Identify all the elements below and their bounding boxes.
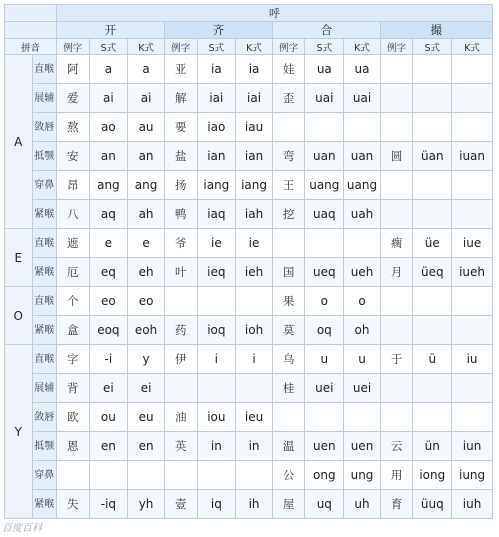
example-char: 亚 (164, 55, 197, 84)
example-char: 莫 (272, 316, 305, 345)
row-label: 穿鼻 (32, 461, 56, 490)
example-char: 爷 (164, 229, 197, 258)
row-label: 展辅 (32, 84, 56, 113)
spelling-cell (413, 55, 452, 84)
spelling-cell: ie (236, 229, 273, 258)
spelling-cell: ueh (344, 258, 381, 287)
sub-header: S式 (413, 39, 452, 55)
sub-header: K式 (128, 39, 165, 55)
spelling-cell: ih (236, 490, 273, 519)
spelling-cell: ieh (236, 258, 273, 287)
spelling-cell: ah (128, 200, 165, 229)
example-char (164, 287, 197, 316)
spelling-cell (452, 316, 493, 345)
spelling-cell: ian (197, 142, 236, 171)
example-char (380, 374, 413, 403)
spelling-cell: ei (89, 374, 128, 403)
spelling-cell: u (305, 345, 344, 374)
example-char (380, 171, 413, 200)
pinyin-table (4, 4, 493, 519)
spelling-cell (89, 461, 128, 490)
spelling-cell: an (89, 142, 128, 171)
spelling-cell: uah (344, 200, 381, 229)
spelling-cell: en (128, 432, 165, 461)
spelling-cell: uaq (305, 200, 344, 229)
spelling-cell: ou (89, 403, 128, 432)
spelling-cell: eo (128, 287, 165, 316)
example-char (272, 403, 305, 432)
spelling-cell: en (89, 432, 128, 461)
sub-header: 例字 (380, 39, 413, 55)
spelling-cell (413, 403, 452, 432)
table-row (5, 374, 493, 403)
example-char: 圆 (380, 142, 413, 171)
example-char: 英 (164, 432, 197, 461)
spelling-cell: in (197, 432, 236, 461)
spelling-cell (452, 113, 493, 142)
header-title: 呼 (56, 5, 492, 22)
spelling-cell: uang (305, 171, 344, 200)
spelling-cell: ioq (197, 316, 236, 345)
spelling-cell: iaq (197, 200, 236, 229)
sub-header: S式 (305, 39, 344, 55)
spelling-cell: iong (413, 461, 452, 490)
example-char: 屋 (272, 490, 305, 519)
spelling-cell: ang (89, 171, 128, 200)
spelling-cell: oh (344, 316, 381, 345)
example-char: 育 (380, 490, 413, 519)
spelling-cell: uan (344, 142, 381, 171)
sub-header: K式 (452, 39, 493, 55)
table-row (5, 403, 493, 432)
spelling-cell: a (128, 55, 165, 84)
vowel-group: O (5, 287, 33, 345)
spelling-cell: a (89, 55, 128, 84)
spelling-cell: üe (413, 229, 452, 258)
spelling-cell (344, 403, 381, 432)
row-label: 紧喉 (32, 316, 56, 345)
sub-header: 例字 (164, 39, 197, 55)
spelling-cell (236, 287, 273, 316)
spelling-cell: iah (236, 200, 273, 229)
example-char: 要 (164, 113, 197, 142)
spelling-cell: üeq (413, 258, 452, 287)
spelling-cell (344, 229, 381, 258)
example-char (380, 403, 413, 432)
example-char (380, 55, 413, 84)
example-char: 伊 (164, 345, 197, 374)
example-char: 解 (164, 84, 197, 113)
spelling-cell: üan (413, 142, 452, 171)
spelling-cell: ün (413, 432, 452, 461)
example-char (164, 461, 197, 490)
example-char: 背 (56, 374, 89, 403)
example-char: 盒 (56, 316, 89, 345)
spelling-cell (128, 461, 165, 490)
example-char: 盐 (164, 142, 197, 171)
example-char: 挖 (272, 200, 305, 229)
spelling-cell: ieq (197, 258, 236, 287)
spelling-cell: u (344, 345, 381, 374)
spelling-cell: eu (128, 403, 165, 432)
spelling-cell: au (128, 113, 165, 142)
spelling-cell: ong (305, 461, 344, 490)
spelling-cell: iuh (452, 490, 493, 519)
group-header: 撮 (380, 22, 492, 39)
spelling-cell: ua (305, 55, 344, 84)
spelling-cell: ung (344, 461, 381, 490)
example-char: 字 (56, 345, 89, 374)
spelling-cell: ai (128, 84, 165, 113)
spelling-cell (197, 374, 236, 403)
row-label: 直喉 (32, 55, 56, 84)
spelling-cell: eoq (89, 316, 128, 345)
example-char: 温 (272, 432, 305, 461)
example-char: 云 (380, 432, 413, 461)
spelling-cell: eo (89, 287, 128, 316)
spelling-cell: eq (89, 258, 128, 287)
table-row (5, 55, 493, 84)
spelling-cell: -i (89, 345, 128, 374)
row-label: 抵颚 (32, 432, 56, 461)
sub-header: S式 (89, 39, 128, 55)
example-char: 熬 (56, 113, 89, 142)
example-char (380, 113, 413, 142)
example-char: 王 (272, 171, 305, 200)
spelling-cell: e (128, 229, 165, 258)
example-char (272, 229, 305, 258)
spelling-cell (413, 316, 452, 345)
spelling-cell (413, 113, 452, 142)
spelling-cell: yh (128, 490, 165, 519)
spelling-cell: iueh (452, 258, 493, 287)
spelling-cell: ao (89, 113, 128, 142)
spelling-cell: uh (344, 490, 381, 519)
spelling-cell (197, 287, 236, 316)
example-char (380, 287, 413, 316)
spelling-cell: iun (452, 432, 493, 461)
spelling-cell: ua (344, 55, 381, 84)
table-row (5, 84, 493, 113)
spelling-cell: üuq (413, 490, 452, 519)
spelling-cell: e (89, 229, 128, 258)
row-label: 敛唇 (32, 113, 56, 142)
example-char: 失 (56, 490, 89, 519)
spelling-cell (413, 374, 452, 403)
row-label: 紧喉 (32, 200, 56, 229)
table-row (5, 229, 493, 258)
spelling-cell (197, 461, 236, 490)
row-label: 直喉 (32, 229, 56, 258)
example-char: 用 (380, 461, 413, 490)
group-header: 齐 (164, 22, 272, 39)
example-char: 恩 (56, 432, 89, 461)
spelling-cell (413, 200, 452, 229)
spelling-cell: iai (236, 84, 273, 113)
spelling-cell: ia (197, 55, 236, 84)
row-label: 穿鼻 (32, 171, 56, 200)
vowel-group: A (5, 55, 33, 229)
spelling-cell: ie (197, 229, 236, 258)
spelling-cell: ieu (236, 403, 273, 432)
spelling-cell: iou (197, 403, 236, 432)
sub-header: 例字 (56, 39, 89, 55)
spelling-cell (305, 229, 344, 258)
spelling-cell: iang (197, 171, 236, 200)
spelling-cell: uei (305, 374, 344, 403)
example-char: 果 (272, 287, 305, 316)
spelling-cell (305, 113, 344, 142)
spelling-cell: uq (305, 490, 344, 519)
table-row (5, 345, 493, 374)
sub-header: S式 (197, 39, 236, 55)
row-label: 紧喉 (32, 258, 56, 287)
row-label: 展辅 (32, 374, 56, 403)
table-row (5, 287, 493, 316)
example-char: 扬 (164, 171, 197, 200)
row-label: 紧喉 (32, 490, 56, 519)
table-row (5, 142, 493, 171)
spelling-cell (452, 55, 493, 84)
example-char: 爱 (56, 84, 89, 113)
spelling-cell: uei (344, 374, 381, 403)
spelling-cell (452, 403, 493, 432)
table-row (5, 316, 493, 345)
spelling-cell: ueq (305, 258, 344, 287)
example-char (164, 374, 197, 403)
spelling-cell: ai (89, 84, 128, 113)
spelling-cell (305, 403, 344, 432)
spelling-cell: ang (128, 171, 165, 200)
spelling-cell: iu (452, 345, 493, 374)
group-header: 开 (56, 22, 164, 39)
spelling-cell (452, 171, 493, 200)
spelling-cell: iao (197, 113, 236, 142)
spelling-cell: eh (128, 258, 165, 287)
example-char: 公 (272, 461, 305, 490)
spelling-cell: uen (344, 432, 381, 461)
example-char (380, 200, 413, 229)
table-row (5, 113, 493, 142)
example-char: 油 (164, 403, 197, 432)
spelling-cell: ü (413, 345, 452, 374)
sub-header: 例字 (272, 39, 305, 55)
example-char: 桂 (272, 374, 305, 403)
spelling-cell: uang (344, 171, 381, 200)
example-char: 昂 (56, 171, 89, 200)
example-char: 八 (56, 200, 89, 229)
example-char: 国 (272, 258, 305, 287)
row-label: 抵颚 (32, 142, 56, 171)
spelling-cell: ian (236, 142, 273, 171)
spelling-cell: y (128, 345, 165, 374)
spelling-cell: o (305, 287, 344, 316)
corner-cell (5, 22, 57, 39)
spelling-cell (413, 171, 452, 200)
spelling-cell: -iq (89, 490, 128, 519)
spelling-cell (236, 374, 273, 403)
row-label: 敛唇 (32, 403, 56, 432)
row-label: 直喉 (32, 287, 56, 316)
example-char: 阿 (56, 55, 89, 84)
spelling-cell: an (128, 142, 165, 171)
example-char: 月 (380, 258, 413, 287)
spelling-cell: aq (89, 200, 128, 229)
example-char: 厄 (56, 258, 89, 287)
table-row (5, 258, 493, 287)
spelling-cell: oq (305, 316, 344, 345)
table-row (5, 200, 493, 229)
example-char: 乌 (272, 345, 305, 374)
table-row (5, 461, 493, 490)
spelling-cell (452, 287, 493, 316)
table-row (5, 432, 493, 461)
sub-header: K式 (236, 39, 273, 55)
spelling-cell: uai (305, 84, 344, 113)
spelling-cell: iung (452, 461, 493, 490)
example-char (272, 113, 305, 142)
spelling-cell: i (236, 345, 273, 374)
watermark: 百度百科 (2, 523, 42, 534)
example-char: 于 (380, 345, 413, 374)
example-char: 遮 (56, 229, 89, 258)
spelling-cell: uai (344, 84, 381, 113)
spelling-cell: iai (197, 84, 236, 113)
spelling-cell: uan (305, 142, 344, 171)
example-char (380, 316, 413, 345)
spelling-cell: in (236, 432, 273, 461)
vowel-group: Y (5, 345, 33, 519)
spelling-cell: ioh (236, 316, 273, 345)
table-row (5, 171, 493, 200)
example-char: 叶 (164, 258, 197, 287)
example-char: 瘸 (380, 229, 413, 258)
spelling-cell: iq (197, 490, 236, 519)
spelling-cell: iau (236, 113, 273, 142)
example-char: 娃 (272, 55, 305, 84)
sub-header: K式 (344, 39, 381, 55)
spelling-cell: o (344, 287, 381, 316)
spelling-cell: i (197, 345, 236, 374)
table-row (5, 490, 493, 519)
example-char: 鸭 (164, 200, 197, 229)
example-char: 个 (56, 287, 89, 316)
spelling-cell (344, 113, 381, 142)
spelling-cell: iue (452, 229, 493, 258)
spelling-cell: eoh (128, 316, 165, 345)
example-char: 弯 (272, 142, 305, 171)
spelling-cell (452, 84, 493, 113)
spelling-cell (413, 287, 452, 316)
example-char (56, 461, 89, 490)
group-header: 合 (272, 22, 380, 39)
example-char: 药 (164, 316, 197, 345)
spelling-cell (452, 374, 493, 403)
pinyin-header: 拼音 (5, 39, 57, 55)
example-char: 安 (56, 142, 89, 171)
row-label: 直喉 (32, 345, 56, 374)
example-char: 歪 (272, 84, 305, 113)
spelling-cell: iuan (452, 142, 493, 171)
vowel-group: E (5, 229, 33, 287)
spelling-cell: ei (128, 374, 165, 403)
example-char: 欧 (56, 403, 89, 432)
spelling-cell: uen (305, 432, 344, 461)
example-char: 壹 (164, 490, 197, 519)
spelling-cell (452, 200, 493, 229)
spelling-cell: iang (236, 171, 273, 200)
spelling-cell (236, 461, 273, 490)
corner-cell (5, 5, 57, 22)
spelling-cell (413, 84, 452, 113)
example-char (380, 84, 413, 113)
spelling-cell: ia (236, 55, 273, 84)
